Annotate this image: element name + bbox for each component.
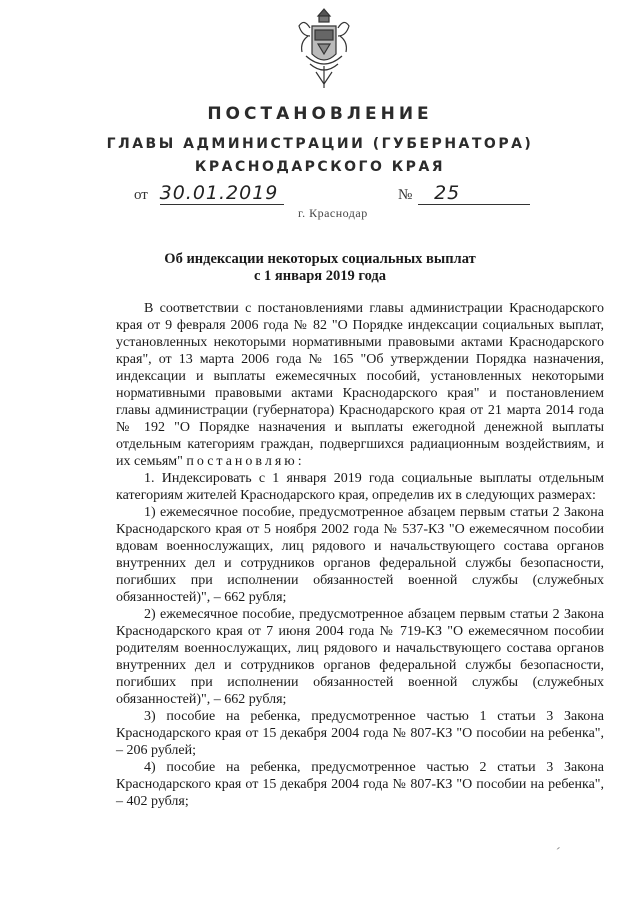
city-label: г. Краснодар xyxy=(298,206,368,220)
document-body xyxy=(116,300,604,810)
page-mark: ˊ xyxy=(556,846,561,861)
preamble-text: В соответствии с постановлениями главы администрации Краснодарского края от 9 февраля 2006 года № 82 "О Порядке индексации социальных выплат, установленных некоторыми нормативными правовыми актами Краснодарского края", от 13 марта 2006 года № 165 "Об утверждении Порядка назначения, индексации и выплаты ежемесячных пособий, установленных некоторыми нормативными правовыми актами Краснодарского края" и постановлением главы администрации (губернатора) Краснодарского края от 21 марта 2014 года № 192 "О Порядке назначения и выплаты ежегодной денежной выплаты отдельным категориям граждан, подвергшихся радиационным воздействиям, и их семьям" xyxy=(116,301,604,469)
date-value: 30.01.2019 xyxy=(159,182,279,204)
preamble-paragraph xyxy=(116,300,604,470)
region-heading: КРАСНОДАРСКОГО КРАЯ xyxy=(194,159,446,175)
subitem-3-paragraph: 3) пособие на ребенка, предусмотренное частью 1 статьи 3 Закона Краснодарского края от 15 декабря 2004 года № 807-КЗ "О пособии на ребенка", – 206 рублей; xyxy=(116,709,604,758)
authority-heading: ГЛАВЫ АДМИНИСТРАЦИИ (ГУБЕРНАТОРА) xyxy=(106,136,534,152)
decree-heading: ПОСТАНОВЛЕНИЕ xyxy=(207,104,433,124)
date-field xyxy=(134,182,278,204)
subitem-1-paragraph: 1) ежемесячное пособие, предусмотренное абзацем первым статьи 2 Закона Краснодарского края от 5 ноября 2002 года № 537-КЗ "О ежемесячном пособии вдовам военнослужащих, лиц рядового и начальствующего состава органов внутренних дел и сотрудников органов федеральной службы безопасности, погибших при исполнении обязанностей военной службы (служебных обязанностей)", – 662 рубля; xyxy=(116,505,604,605)
subitem-4-paragraph: 4) пособие на ребенка, предусмотренное частью 2 статьи 3 Закона Краснодарского края от 15 декабря 2004 года № 807-КЗ "О пособии на ребенка", – 402 рубля; xyxy=(116,760,604,809)
document-title xyxy=(0,251,640,285)
number-underline xyxy=(418,204,530,205)
resolve-word: постановляю: xyxy=(186,454,305,469)
coat-of-arms-icon xyxy=(296,6,352,90)
number-value: 25 xyxy=(434,182,461,204)
subitem-2-paragraph: 2) ежемесячное пособие, предусмотренное абзацем первым статьи 2 Закона Краснодарского края от 7 июня 2004 года № 719-КЗ "О ежемесячном пособии родителям военнослужащих, лиц рядового и начальствующего состава органов внутренних дел и сотрудников органов федеральной службы безопасности, погибших при исполнении обязанностей военной службы (служебных обязанностей)", – 662 рубля; xyxy=(116,607,604,707)
date-label: от xyxy=(134,187,148,203)
number-label: № xyxy=(398,187,413,203)
title-line-2: с 1 января 2019 года xyxy=(253,268,386,284)
title-line-1: Об индексации некоторых социальных выплат xyxy=(164,251,476,267)
item-1-paragraph: 1. Индексировать с 1 января 2019 года социальные выплаты отдельным категориям жителей Краснодарского края, определив их в следующих размерах: xyxy=(116,471,604,503)
number-field xyxy=(398,182,460,204)
date-underline xyxy=(160,204,284,205)
